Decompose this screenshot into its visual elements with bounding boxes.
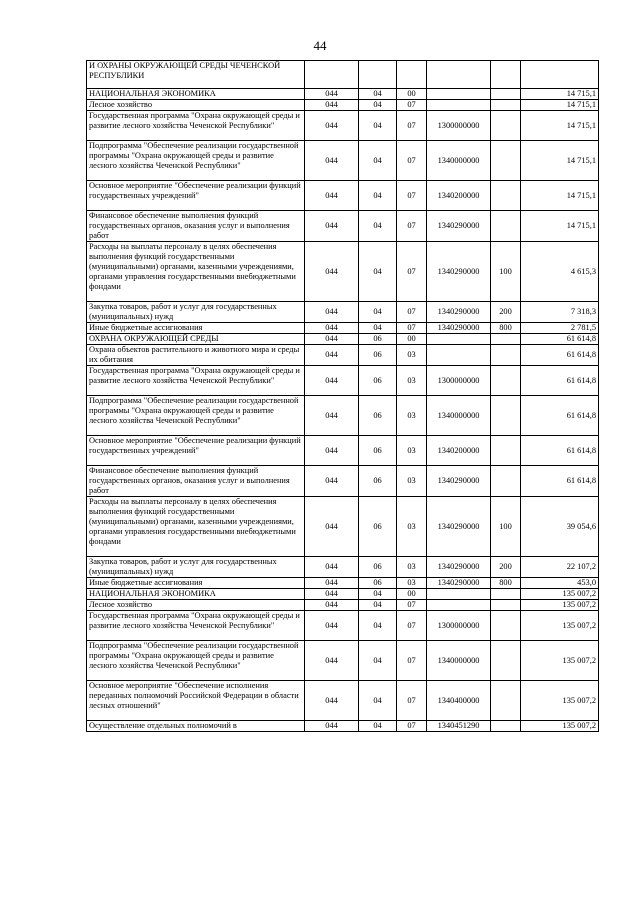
table-row <box>87 436 599 466</box>
cell-ministry-code: 044 <box>305 557 359 578</box>
table-row <box>87 600 599 611</box>
cell-section-code: 04 <box>359 302 397 323</box>
cell-subsection-code: 07 <box>397 611 427 641</box>
cell-ministry-code: 044 <box>305 497 359 557</box>
cell-amount: 4 615,3 <box>521 242 599 302</box>
cell-subsection-code: 07 <box>397 211 427 242</box>
cell-target-article: 1300000000 <box>427 366 491 396</box>
cell-ministry-code: 044 <box>305 600 359 611</box>
cell-amount: 61 614,8 <box>521 466 599 497</box>
cell-subsection-code: 03 <box>397 396 427 436</box>
cell-name: Иные бюджетные ассигнования <box>87 578 305 589</box>
cell-ministry-code: 044 <box>305 242 359 302</box>
cell-amount: 61 614,8 <box>521 366 599 396</box>
cell-section-code: 06 <box>359 366 397 396</box>
cell-subsection-code: 03 <box>397 497 427 557</box>
cell-target-article <box>427 100 491 111</box>
cell-ministry-code: 044 <box>305 641 359 681</box>
table-row <box>87 323 599 334</box>
cell-name: Расходы на выплаты персоналу в целях обеспечения выполнения функций государственными (муниципальными) органами, казенными учреждениями, органами управления государственными внебюджетными фондами <box>87 497 305 557</box>
cell-name: Расходы на выплаты персоналу в целях обеспечения выполнения функций государственными (муниципальными) органами, казенными учреждениями, органами управления государственными внебюджетными фондами <box>87 242 305 302</box>
cell-expense-type <box>491 366 521 396</box>
cell-expense-type: 800 <box>491 323 521 334</box>
budget-table <box>86 60 599 732</box>
table-row <box>87 242 599 302</box>
cell-section-code: 04 <box>359 721 397 732</box>
cell-section-code: 06 <box>359 436 397 466</box>
cell-expense-type <box>491 436 521 466</box>
cell-section-code: 06 <box>359 334 397 345</box>
cell-expense-type: 200 <box>491 557 521 578</box>
cell-name: Государственная программа "Охрана окружающей среды и развитие лесного хозяйства Чеченской Республики" <box>87 611 305 641</box>
cell-ministry-code: 044 <box>305 681 359 721</box>
cell-ministry-code: 044 <box>305 181 359 211</box>
table-row <box>87 334 599 345</box>
cell-subsection-code: 03 <box>397 436 427 466</box>
cell-expense-type <box>491 721 521 732</box>
budget-table-body <box>87 61 599 732</box>
cell-section-code: 04 <box>359 589 397 600</box>
cell-subsection-code: 00 <box>397 89 427 100</box>
cell-section-code: 04 <box>359 611 397 641</box>
cell-name: Закупка товаров, работ и услуг для государственных (муниципальных) нужд <box>87 302 305 323</box>
cell-target-article: 1340290000 <box>427 466 491 497</box>
cell-target-article <box>427 61 491 89</box>
table-row <box>87 111 599 141</box>
cell-section-code: 04 <box>359 181 397 211</box>
cell-ministry-code: 044 <box>305 721 359 732</box>
cell-target-article: 1340290000 <box>427 497 491 557</box>
table-row <box>87 302 599 323</box>
cell-ministry-code: 044 <box>305 589 359 600</box>
cell-section-code: 06 <box>359 497 397 557</box>
cell-subsection-code: 03 <box>397 578 427 589</box>
table-row <box>87 100 599 111</box>
cell-name: Закупка товаров, работ и услуг для государственных (муниципальных) нужд <box>87 557 305 578</box>
cell-amount: 39 054,6 <box>521 497 599 557</box>
cell-subsection-code: 07 <box>397 100 427 111</box>
cell-target-article: 1340290000 <box>427 211 491 242</box>
cell-target-article <box>427 589 491 600</box>
cell-expense-type <box>491 396 521 436</box>
cell-ministry-code: 044 <box>305 466 359 497</box>
cell-subsection-code: 07 <box>397 111 427 141</box>
cell-target-article <box>427 600 491 611</box>
cell-ministry-code: 044 <box>305 436 359 466</box>
cell-name: Лесное хозяйство <box>87 600 305 611</box>
cell-section-code: 04 <box>359 100 397 111</box>
cell-amount: 135 007,2 <box>521 611 599 641</box>
table-row <box>87 61 599 89</box>
cell-amount: 135 007,2 <box>521 600 599 611</box>
table-row <box>87 681 599 721</box>
cell-expense-type <box>491 211 521 242</box>
cell-name: Основное мероприятие "Обеспечение реализации функций государственных учреждений" <box>87 181 305 211</box>
cell-expense-type: 100 <box>491 497 521 557</box>
cell-subsection-code <box>397 61 427 89</box>
cell-section-code: 06 <box>359 466 397 497</box>
table-row <box>87 578 599 589</box>
page-number: 44 <box>313 38 327 53</box>
cell-expense-type: 100 <box>491 242 521 302</box>
cell-target-article: 1340200000 <box>427 436 491 466</box>
table-row <box>87 181 599 211</box>
cell-amount: 61 614,8 <box>521 396 599 436</box>
cell-target-article: 1340000000 <box>427 396 491 436</box>
cell-section-code: 04 <box>359 681 397 721</box>
cell-section-code: 04 <box>359 600 397 611</box>
cell-expense-type <box>491 466 521 497</box>
cell-amount: 22 107,2 <box>521 557 599 578</box>
cell-section-code: 06 <box>359 345 397 366</box>
cell-expense-type <box>491 111 521 141</box>
cell-ministry-code: 044 <box>305 211 359 242</box>
table-row <box>87 497 599 557</box>
cell-ministry-code: 044 <box>305 111 359 141</box>
cell-subsection-code: 00 <box>397 334 427 345</box>
cell-section-code: 04 <box>359 242 397 302</box>
table-row <box>87 345 599 366</box>
cell-target-article: 1300000000 <box>427 111 491 141</box>
cell-subsection-code: 07 <box>397 323 427 334</box>
cell-target-article: 1340290000 <box>427 302 491 323</box>
cell-subsection-code: 03 <box>397 557 427 578</box>
cell-name: Охрана объектов растительного и животного мира и среды их обитания <box>87 345 305 366</box>
cell-target-article: 1340290000 <box>427 578 491 589</box>
cell-section-code: 04 <box>359 111 397 141</box>
cell-name: И ОХРАНЫ ОКРУЖАЮЩЕЙ СРЕДЫ ЧЕЧЕНСКОЙ РЕСПУБЛИКИ <box>87 61 305 89</box>
table-row <box>87 211 599 242</box>
cell-amount: 14 715,1 <box>521 141 599 181</box>
cell-expense-type <box>491 61 521 89</box>
cell-target-article: 1340000000 <box>427 641 491 681</box>
cell-target-article: 1340290000 <box>427 557 491 578</box>
cell-subsection-code: 03 <box>397 366 427 396</box>
cell-name: Государственная программа "Охрана окружающей среды и развитие лесного хозяйства Чеченской Республики" <box>87 111 305 141</box>
cell-ministry-code: 044 <box>305 89 359 100</box>
cell-expense-type <box>491 681 521 721</box>
cell-section-code: 06 <box>359 557 397 578</box>
table-row <box>87 611 599 641</box>
cell-expense-type <box>491 181 521 211</box>
cell-target-article: 1340400000 <box>427 681 491 721</box>
cell-ministry-code: 044 <box>305 323 359 334</box>
cell-ministry-code: 044 <box>305 141 359 181</box>
cell-expense-type <box>491 345 521 366</box>
table-row <box>87 366 599 396</box>
cell-name: Государственная программа "Охрана окружающей среды и развитие лесного хозяйства Чеченской Республики" <box>87 366 305 396</box>
cell-name: Основное мероприятие "Обеспечение реализации функций государственных учреждений" <box>87 436 305 466</box>
cell-target-article: 1340200000 <box>427 181 491 211</box>
cell-ministry-code: 044 <box>305 611 359 641</box>
cell-name: Основное мероприятие "Обеспечение исполнения переданных полномочий Российской Федерации в области лесных отношений" <box>87 681 305 721</box>
cell-name: Иные бюджетные ассигнования <box>87 323 305 334</box>
cell-expense-type <box>491 589 521 600</box>
cell-target-article: 1340290000 <box>427 323 491 334</box>
cell-subsection-code: 03 <box>397 466 427 497</box>
cell-name: Финансовое обеспечение выполнения функций государственных органов, оказания услуг и выполнения работ <box>87 466 305 497</box>
table-row <box>87 89 599 100</box>
table-row <box>87 141 599 181</box>
cell-section-code <box>359 61 397 89</box>
table-row <box>87 466 599 497</box>
cell-name: Подпрограмма "Обеспечение реализации государственной программы "Охрана окружающей среды и развитие лесного хозяйства Чеченской Республики" <box>87 141 305 181</box>
cell-amount: 14 715,1 <box>521 211 599 242</box>
cell-subsection-code: 07 <box>397 721 427 732</box>
table-row <box>87 396 599 436</box>
cell-amount: 14 715,1 <box>521 111 599 141</box>
cell-target-article <box>427 334 491 345</box>
cell-target-article: 1340451290 <box>427 721 491 732</box>
cell-subsection-code: 07 <box>397 302 427 323</box>
cell-amount: 453,0 <box>521 578 599 589</box>
cell-name: НАЦИОНАЛЬНАЯ ЭКОНОМИКА <box>87 589 305 600</box>
table-row <box>87 721 599 732</box>
cell-name: Финансовое обеспечение выполнения функций государственных органов, оказания услуг и выполнения работ <box>87 211 305 242</box>
cell-section-code: 06 <box>359 396 397 436</box>
cell-ministry-code: 044 <box>305 100 359 111</box>
cell-target-article <box>427 89 491 100</box>
cell-ministry-code: 044 <box>305 302 359 323</box>
cell-section-code: 04 <box>359 89 397 100</box>
cell-expense-type: 800 <box>491 578 521 589</box>
table-row <box>87 589 599 600</box>
cell-subsection-code: 07 <box>397 141 427 181</box>
cell-subsection-code: 07 <box>397 181 427 211</box>
cell-name: Лесное хозяйство <box>87 100 305 111</box>
cell-ministry-code <box>305 61 359 89</box>
cell-name: НАЦИОНАЛЬНАЯ ЭКОНОМИКА <box>87 89 305 100</box>
cell-expense-type <box>491 141 521 181</box>
cell-name: Осуществление отдельных полномочий в <box>87 721 305 732</box>
cell-subsection-code: 03 <box>397 345 427 366</box>
cell-section-code: 04 <box>359 211 397 242</box>
cell-amount: 14 715,1 <box>521 100 599 111</box>
cell-amount: 14 715,1 <box>521 89 599 100</box>
cell-section-code: 06 <box>359 578 397 589</box>
cell-target-article <box>427 345 491 366</box>
cell-amount: 61 614,8 <box>521 334 599 345</box>
cell-name: Подпрограмма "Обеспечение реализации государственной программы "Охрана окружающей среды и развитие лесного хозяйства Чеченской Республики" <box>87 396 305 436</box>
cell-expense-type <box>491 600 521 611</box>
cell-amount: 135 007,2 <box>521 721 599 732</box>
cell-amount: 14 715,1 <box>521 181 599 211</box>
cell-amount: 135 007,2 <box>521 681 599 721</box>
cell-target-article: 1300000000 <box>427 611 491 641</box>
cell-expense-type <box>491 100 521 111</box>
cell-expense-type: 200 <box>491 302 521 323</box>
cell-subsection-code: 07 <box>397 600 427 611</box>
cell-subsection-code: 07 <box>397 681 427 721</box>
cell-amount: 2 781,5 <box>521 323 599 334</box>
cell-expense-type <box>491 334 521 345</box>
cell-amount <box>521 61 599 89</box>
cell-amount: 61 614,8 <box>521 345 599 366</box>
cell-ministry-code: 044 <box>305 366 359 396</box>
table-row <box>87 641 599 681</box>
cell-name: ОХРАНА ОКРУЖАЮЩЕЙ СРЕДЫ <box>87 334 305 345</box>
cell-ministry-code: 044 <box>305 345 359 366</box>
cell-amount: 7 318,3 <box>521 302 599 323</box>
table-row <box>87 557 599 578</box>
cell-amount: 135 007,2 <box>521 641 599 681</box>
cell-expense-type <box>491 89 521 100</box>
cell-target-article: 1340290000 <box>427 242 491 302</box>
cell-subsection-code: 07 <box>397 242 427 302</box>
cell-section-code: 04 <box>359 141 397 181</box>
cell-ministry-code: 044 <box>305 396 359 436</box>
cell-subsection-code: 00 <box>397 589 427 600</box>
cell-expense-type <box>491 611 521 641</box>
cell-ministry-code: 044 <box>305 578 359 589</box>
cell-ministry-code: 044 <box>305 334 359 345</box>
cell-section-code: 04 <box>359 323 397 334</box>
cell-amount: 61 614,8 <box>521 436 599 466</box>
cell-expense-type <box>491 641 521 681</box>
cell-section-code: 04 <box>359 641 397 681</box>
cell-name: Подпрограмма "Обеспечение реализации государственной программы "Охрана окружающей среды и развитие лесного хозяйства Чеченской Республики" <box>87 641 305 681</box>
cell-amount: 135 007,2 <box>521 589 599 600</box>
cell-subsection-code: 07 <box>397 641 427 681</box>
cell-target-article: 1340000000 <box>427 141 491 181</box>
